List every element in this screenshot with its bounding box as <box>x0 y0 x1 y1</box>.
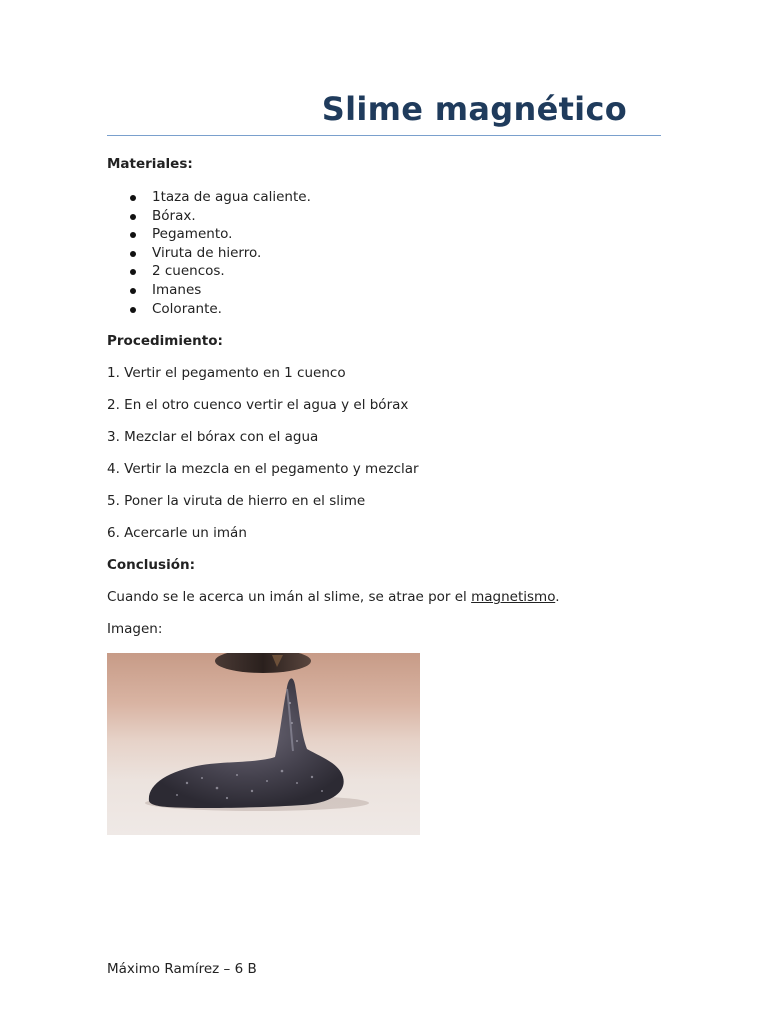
title-underline <box>107 135 661 136</box>
bullet-icon <box>130 214 136 220</box>
procedure-step: 4. Vertir la mezcla en el pegamento y mezclar <box>107 461 419 477</box>
list-item: Imanes <box>107 281 311 300</box>
bullet-icon <box>130 232 136 238</box>
conclusion-text: Cuando se le acerca un imán al slime, se atrae por el magnetismo. <box>107 589 560 605</box>
list-item: Colorante. <box>107 300 311 319</box>
footer-author: Máximo Ramírez – 6 B <box>107 961 257 977</box>
materials-heading: Materiales: <box>107 156 193 172</box>
image-label: Imagen: <box>107 621 163 637</box>
list-item: Viruta de hierro. <box>107 244 311 263</box>
magnetismo-link[interactable]: magnetismo <box>471 589 556 605</box>
list-item: Bórax. <box>107 207 311 226</box>
bullet-icon <box>130 288 136 294</box>
slime-photo <box>107 653 420 835</box>
slime-illustration <box>107 653 420 835</box>
bullet-icon <box>130 269 136 275</box>
conclusion-heading: Conclusión: <box>107 557 195 573</box>
bullet-icon <box>130 195 136 201</box>
bullet-icon <box>130 307 136 313</box>
procedure-heading: Procedimiento: <box>107 333 223 349</box>
list-item: 2 cuencos. <box>107 262 311 281</box>
procedure-step: 2. En el otro cuenco vertir el agua y el bórax <box>107 397 409 413</box>
list-item: 1taza de agua caliente. <box>107 188 311 207</box>
procedure-step: 1. Vertir el pegamento en 1 cuenco <box>107 365 346 381</box>
page-title: Slime magnético <box>321 90 627 128</box>
procedure-step: 6. Acercarle un imán <box>107 525 247 541</box>
procedure-step: 3. Mezclar el bórax con el agua <box>107 429 319 445</box>
list-item: Pegamento. <box>107 225 311 244</box>
bullet-icon <box>130 251 136 257</box>
procedure-step: 5. Poner la viruta de hierro en el slime <box>107 493 366 509</box>
materials-list <box>107 188 311 318</box>
